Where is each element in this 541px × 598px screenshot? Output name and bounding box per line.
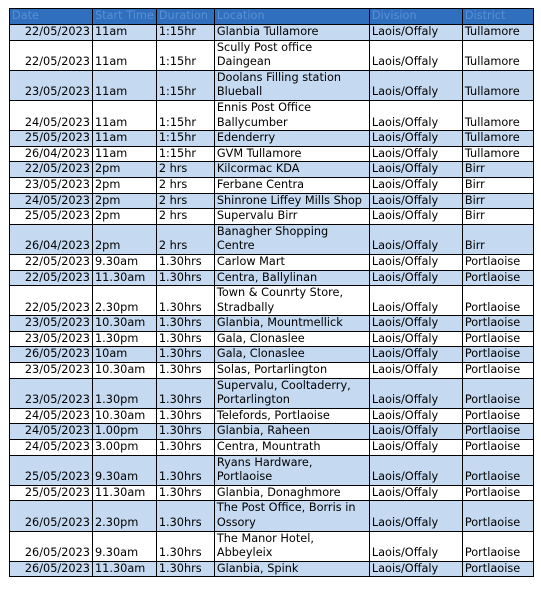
cell-duration: 1:15hr: [156, 70, 214, 100]
cell-location: Glanbia, Donaghmore: [214, 485, 369, 501]
cell-district: Portlaoise: [462, 270, 533, 286]
cell-date: 26/05/2023: [10, 347, 93, 363]
cell-duration: 1.30hrs: [156, 331, 214, 347]
cell-start-time: 2pm: [93, 162, 157, 178]
schedule-table: [9, 8, 534, 577]
table-row: [10, 193, 534, 209]
cell-district: Portlaoise: [462, 363, 533, 379]
cell-district: Portlaoise: [462, 440, 533, 456]
cell-division: Laois/Offaly: [369, 70, 462, 100]
cell-district: Portlaoise: [462, 331, 533, 347]
cell-location: Scully Post office Daingean: [214, 40, 369, 70]
table-row: [10, 270, 534, 286]
cell-date: 24/05/2023: [10, 100, 93, 130]
cell-duration: 2 hrs: [156, 177, 214, 193]
cell-location: Doolans Filling station Blueball: [214, 70, 369, 100]
cell-division: Laois/Offaly: [369, 162, 462, 178]
cell-division: Laois/Offaly: [369, 424, 462, 440]
cell-duration: 1.30hrs: [156, 485, 214, 501]
cell-date: 23/05/2023: [10, 363, 93, 379]
cell-division: Laois/Offaly: [369, 40, 462, 70]
cell-date: 23/05/2023: [10, 378, 93, 408]
cell-start-time: 11am: [93, 100, 157, 130]
cell-division: Laois/Offaly: [369, 378, 462, 408]
cell-district: Portlaoise: [462, 378, 533, 408]
cell-duration: 1.30hrs: [156, 561, 214, 577]
cell-date: 23/05/2023: [10, 331, 93, 347]
cell-district: Tullamore: [462, 131, 533, 147]
cell-district: Portlaoise: [462, 485, 533, 501]
cell-division: Laois/Offaly: [369, 531, 462, 561]
cell-location: Glanbia, Raheen: [214, 424, 369, 440]
cell-start-time: 3.00pm: [93, 440, 157, 456]
cell-district: Portlaoise: [462, 561, 533, 577]
cell-date: 22/05/2023: [10, 162, 93, 178]
table-row: [10, 70, 534, 100]
cell-district: Birr: [462, 177, 533, 193]
cell-division: Laois/Offaly: [369, 254, 462, 270]
cell-start-time: 2.30pm: [93, 286, 157, 316]
cell-date: 25/05/2023: [10, 131, 93, 147]
cell-start-time: 10am: [93, 347, 157, 363]
cell-date: 23/05/2023: [10, 316, 93, 332]
header-location: Location: [214, 9, 369, 25]
cell-district: Birr: [462, 209, 533, 225]
cell-date: 25/05/2023: [10, 485, 93, 501]
cell-start-time: 10.30am: [93, 408, 157, 424]
cell-district: Tullamore: [462, 70, 533, 100]
cell-district: Portlaoise: [462, 254, 533, 270]
cell-location: Supervalu Birr: [214, 209, 369, 225]
cell-start-time: 11am: [93, 40, 157, 70]
table-row: [10, 316, 534, 332]
cell-location: Solas, Portarlington: [214, 363, 369, 379]
cell-duration: 1:15hr: [156, 40, 214, 70]
table-row: [10, 331, 534, 347]
cell-location: Banagher Shopping Centre: [214, 224, 369, 254]
cell-district: Tullamore: [462, 40, 533, 70]
cell-start-time: 2pm: [93, 224, 157, 254]
cell-division: Laois/Offaly: [369, 177, 462, 193]
cell-location: Gala, Clonaslee: [214, 331, 369, 347]
table-row: [10, 286, 534, 316]
cell-start-time: 10.30am: [93, 316, 157, 332]
cell-division: Laois/Offaly: [369, 408, 462, 424]
cell-start-time: 2pm: [93, 209, 157, 225]
table-row: [10, 254, 534, 270]
cell-division: Laois/Offaly: [369, 561, 462, 577]
cell-duration: 1.30hrs: [156, 408, 214, 424]
cell-duration: 2 hrs: [156, 224, 214, 254]
cell-start-time: 9.30am: [93, 531, 157, 561]
cell-duration: 1.30hrs: [156, 254, 214, 270]
table-row: [10, 146, 534, 162]
cell-start-time: 11.30am: [93, 561, 157, 577]
cell-district: Tullamore: [462, 25, 533, 41]
cell-date: 24/05/2023: [10, 193, 93, 209]
cell-location: Gala, Clonaslee: [214, 347, 369, 363]
cell-start-time: 11.30am: [93, 485, 157, 501]
cell-division: Laois/Offaly: [369, 209, 462, 225]
cell-start-time: 1.00pm: [93, 424, 157, 440]
cell-location: Glanbia Tullamore: [214, 25, 369, 41]
cell-district: Portlaoise: [462, 424, 533, 440]
cell-date: 26/05/2023: [10, 561, 93, 577]
cell-location: Shinrone Liffey Mills Shop: [214, 193, 369, 209]
cell-duration: 1.30hrs: [156, 286, 214, 316]
cell-date: 24/05/2023: [10, 408, 93, 424]
cell-location: The Manor Hotel, Abbeyleix: [214, 531, 369, 561]
cell-location: Ryans Hardware, Portlaoise: [214, 455, 369, 485]
cell-start-time: 2pm: [93, 177, 157, 193]
cell-division: Laois/Offaly: [369, 25, 462, 41]
cell-duration: 1:15hr: [156, 100, 214, 130]
cell-date: 25/05/2023: [10, 209, 93, 225]
table-row: [10, 531, 534, 561]
table-row: [10, 209, 534, 225]
cell-division: Laois/Offaly: [369, 363, 462, 379]
cell-division: Laois/Offaly: [369, 270, 462, 286]
cell-district: Portlaoise: [462, 455, 533, 485]
header-start-time: Start Time: [93, 9, 157, 25]
cell-division: Laois/Offaly: [369, 193, 462, 209]
table-row: [10, 40, 534, 70]
cell-location: Glanbia, Mountmellick: [214, 316, 369, 332]
cell-location: Ennis Post Office Ballycumber: [214, 100, 369, 130]
cell-location: Centra, Ballylinan: [214, 270, 369, 286]
cell-start-time: 11am: [93, 146, 157, 162]
cell-location: Centra, Mountrath: [214, 440, 369, 456]
cell-location: The Post Office, Borris in Ossory: [214, 501, 369, 531]
cell-duration: 1.30hrs: [156, 270, 214, 286]
table-row: [10, 363, 534, 379]
cell-duration: 1.30hrs: [156, 424, 214, 440]
cell-duration: 2 hrs: [156, 162, 214, 178]
cell-date: 22/05/2023: [10, 286, 93, 316]
cell-start-time: 1.30pm: [93, 331, 157, 347]
cell-division: Laois/Offaly: [369, 316, 462, 332]
cell-location: Ferbane Centra: [214, 177, 369, 193]
cell-division: Laois/Offaly: [369, 100, 462, 130]
cell-date: 23/05/2023: [10, 177, 93, 193]
cell-division: Laois/Offaly: [369, 501, 462, 531]
header-district: District: [462, 9, 533, 25]
cell-location: Supervalu, Cooltaderry, Portarlington: [214, 378, 369, 408]
cell-date: 26/05/2023: [10, 531, 93, 561]
cell-district: Portlaoise: [462, 501, 533, 531]
cell-date: 22/05/2023: [10, 40, 93, 70]
cell-district: Portlaoise: [462, 316, 533, 332]
header-division: Division: [369, 9, 462, 25]
cell-location: Glanbia, Spink: [214, 561, 369, 577]
cell-date: 22/05/2023: [10, 25, 93, 41]
cell-district: Birr: [462, 224, 533, 254]
cell-date: 26/04/2023: [10, 224, 93, 254]
cell-duration: 1:15hr: [156, 146, 214, 162]
cell-division: Laois/Offaly: [369, 286, 462, 316]
cell-date: 24/05/2023: [10, 440, 93, 456]
table-row: [10, 25, 534, 41]
cell-district: Portlaoise: [462, 531, 533, 561]
cell-start-time: 11.30am: [93, 270, 157, 286]
table-row: [10, 501, 534, 531]
cell-duration: 1.30hrs: [156, 363, 214, 379]
cell-district: Birr: [462, 193, 533, 209]
cell-division: Laois/Offaly: [369, 347, 462, 363]
cell-district: Portlaoise: [462, 408, 533, 424]
cell-location: Kilcormac KDA: [214, 162, 369, 178]
cell-location: Telefords, Portlaoise: [214, 408, 369, 424]
cell-duration: 1:15hr: [156, 25, 214, 41]
table-row: [10, 162, 534, 178]
cell-start-time: 11am: [93, 25, 157, 41]
cell-division: Laois/Offaly: [369, 440, 462, 456]
cell-duration: 1.30hrs: [156, 455, 214, 485]
cell-district: Birr: [462, 162, 533, 178]
cell-start-time: 9.30am: [93, 254, 157, 270]
cell-location: Edenderry: [214, 131, 369, 147]
cell-division: Laois/Offaly: [369, 331, 462, 347]
cell-date: 26/05/2023: [10, 501, 93, 531]
cell-district: Tullamore: [462, 100, 533, 130]
table-row: [10, 485, 534, 501]
header-date: Date: [10, 9, 93, 25]
cell-date: 25/05/2023: [10, 455, 93, 485]
cell-date: 26/04/2023: [10, 146, 93, 162]
cell-start-time: 2.30pm: [93, 501, 157, 531]
table-row: [10, 455, 534, 485]
cell-duration: 1.30hrs: [156, 501, 214, 531]
cell-duration: 2 hrs: [156, 209, 214, 225]
table-row: [10, 100, 534, 130]
cell-duration: 1.30hrs: [156, 531, 214, 561]
cell-division: Laois/Offaly: [369, 131, 462, 147]
table-row: [10, 408, 534, 424]
cell-duration: 2 hrs: [156, 193, 214, 209]
table-row: [10, 131, 534, 147]
table-row: [10, 378, 534, 408]
table-row: [10, 440, 534, 456]
cell-division: Laois/Offaly: [369, 224, 462, 254]
cell-duration: 1.30hrs: [156, 378, 214, 408]
cell-duration: 1.30hrs: [156, 440, 214, 456]
cell-location: Town & Counrty Store, Stradbally: [214, 286, 369, 316]
cell-division: Laois/Offaly: [369, 455, 462, 485]
cell-date: 22/05/2023: [10, 270, 93, 286]
cell-duration: 1.30hrs: [156, 316, 214, 332]
cell-start-time: 2pm: [93, 193, 157, 209]
cell-start-time: 10.30am: [93, 363, 157, 379]
cell-date: 23/05/2023: [10, 70, 93, 100]
table-row: [10, 347, 534, 363]
header-row: [10, 9, 534, 25]
cell-division: Laois/Offaly: [369, 146, 462, 162]
cell-start-time: 11am: [93, 70, 157, 100]
cell-district: Tullamore: [462, 146, 533, 162]
cell-district: Portlaoise: [462, 347, 533, 363]
header-duration: Duration: [156, 9, 214, 25]
table-row: [10, 561, 534, 577]
cell-start-time: 9.30am: [93, 455, 157, 485]
cell-location: Carlow Mart: [214, 254, 369, 270]
table-row: [10, 424, 534, 440]
cell-start-time: 1.30pm: [93, 378, 157, 408]
cell-start-time: 11am: [93, 131, 157, 147]
cell-date: 24/05/2023: [10, 424, 93, 440]
cell-duration: 1:15hr: [156, 131, 214, 147]
cell-district: Portlaoise: [462, 286, 533, 316]
cell-division: Laois/Offaly: [369, 485, 462, 501]
cell-location: GVM Tullamore: [214, 146, 369, 162]
cell-duration: 1.30hrs: [156, 347, 214, 363]
cell-date: 22/05/2023: [10, 254, 93, 270]
table-row: [10, 224, 534, 254]
table-row: [10, 177, 534, 193]
schedule-body: [10, 25, 534, 577]
